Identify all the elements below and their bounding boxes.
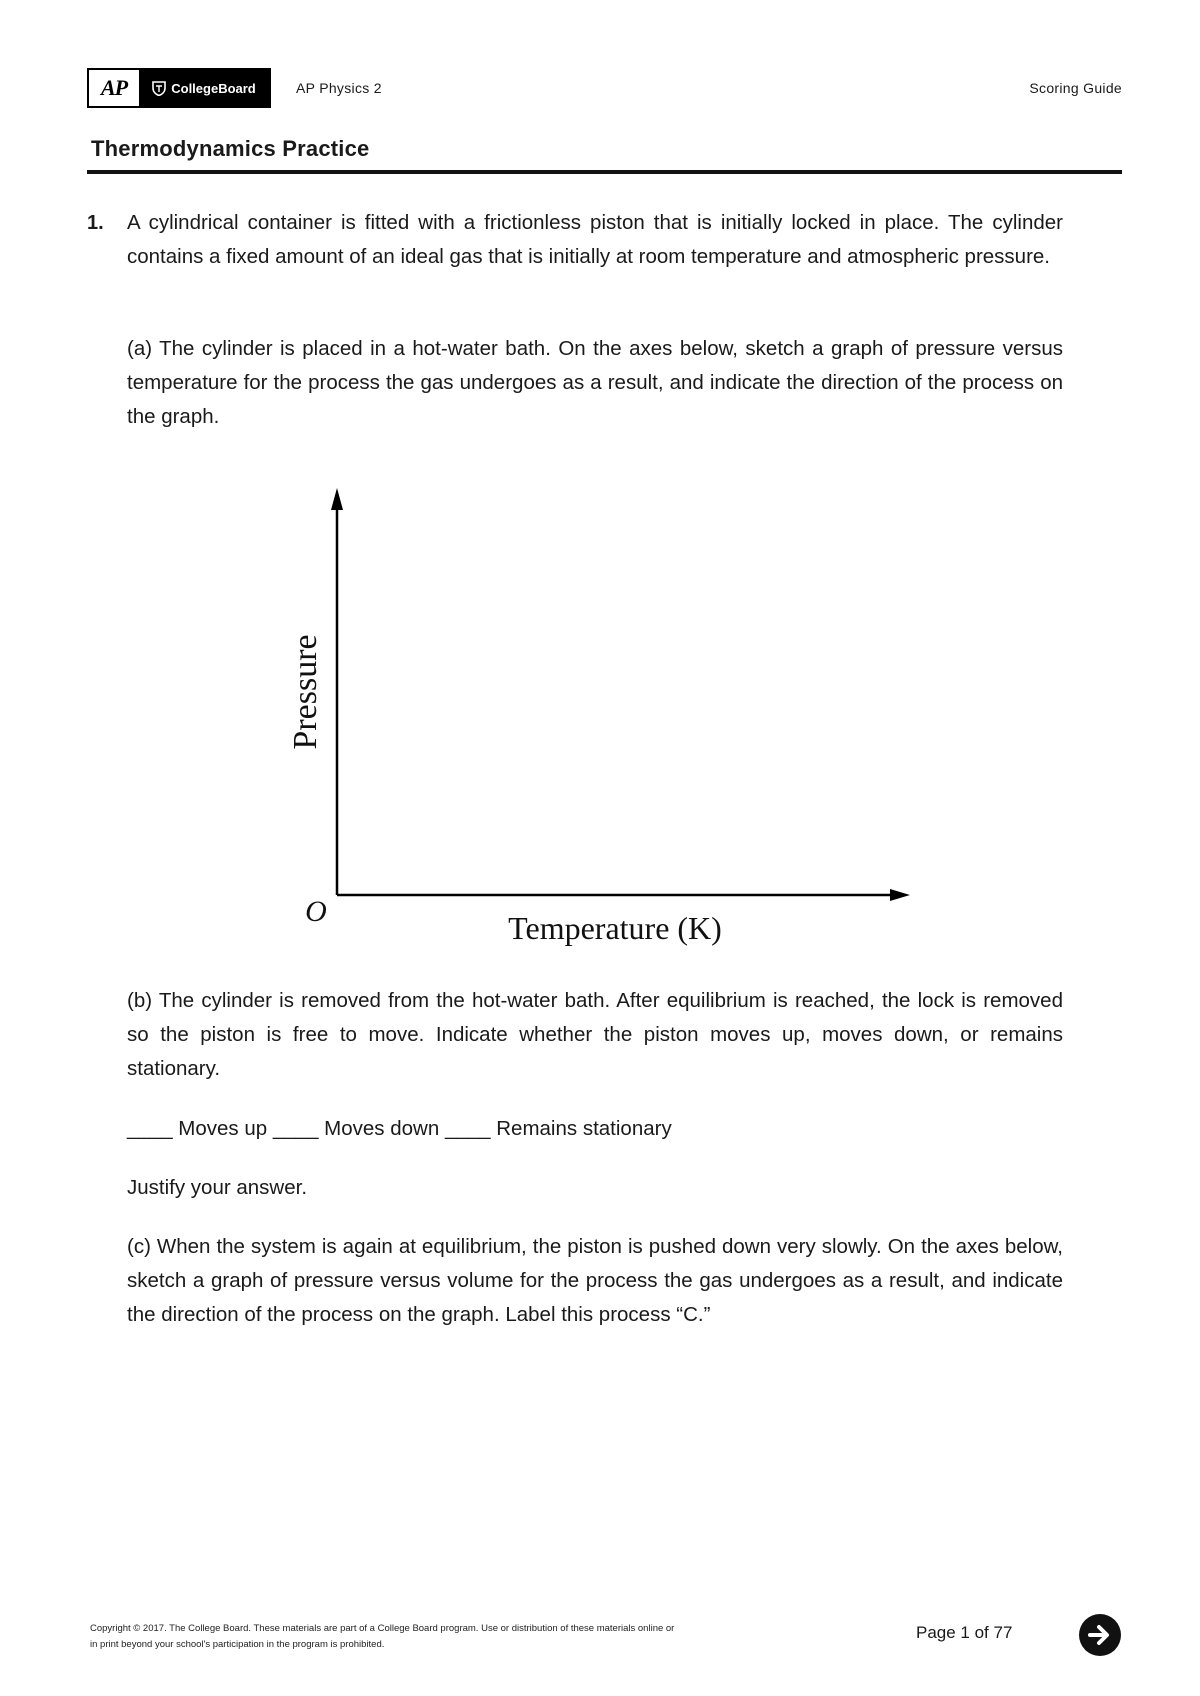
page-title: Thermodynamics Practice — [91, 136, 370, 161]
collegeboard-wordmark: CollegeBoard — [171, 80, 256, 96]
next-page-button[interactable] — [1079, 1614, 1121, 1656]
collegeboard-logo — [139, 70, 269, 106]
copyright-line-2: in print beyond your school's participation in the program is prohibited. — [90, 1639, 385, 1650]
arrow-right-icon — [1086, 1621, 1114, 1649]
copyright-notice — [90, 1621, 810, 1653]
document-type: Scoring Guide — [1029, 80, 1122, 96]
x-axis-label: Temperature (K) — [508, 910, 722, 946]
question-part-b: (b) The cylinder is removed from the hot-water bath. After equilibrium is reached, the lock is removed so the piston is free to move. Indicate whether the piston moves up, moves down, or remains stationary. — [127, 989, 1063, 1080]
origin-label: O — [305, 895, 327, 928]
x-axis-arrowhead — [890, 889, 910, 901]
question-intro: A cylindrical container is fitted with a frictionless piston that is initially locked in place. The cylinder contains a fixed amount of an ideal gas that is initially at room temperature and atmospheric pressure. — [127, 211, 1063, 268]
question-number: 1. — [87, 212, 104, 234]
page-number: Page 1 of 77 — [916, 1623, 1013, 1642]
question-part-a: (a) The cylinder is placed in a hot-water bath. On the axes below, sketch a graph of pressure versus temperature for the process the gas undergoes as a result, and indicate the direction of the process on the graph. — [127, 337, 1063, 428]
y-axis-label: Pressure — [287, 634, 324, 750]
ap-collegeboard-logo — [87, 68, 271, 108]
acorn-shield-icon — [152, 81, 166, 96]
justify-prompt: Justify your answer. — [127, 1176, 308, 1199]
copyright-line-1: Copyright © 2017. The College Board. These materials are part of a College Board program. Use or distribution of these materials online or — [90, 1623, 675, 1634]
answer-options: ____ Moves up ____ Moves down ____ Remains stationary — [127, 1117, 672, 1140]
ap-logo-mark: AP — [89, 70, 139, 106]
title-divider — [87, 170, 1122, 174]
y-axis-arrowhead — [331, 488, 343, 510]
pressure-temperature-graph — [270, 480, 920, 960]
question-part-c: (c) When the system is again at equilibrium, the piston is pushed down very slowly. On the axes below, sketch a graph of pressure versus volume for the process the gas undergoes as a result, and indicate the direction of the process on the graph. Label this process “C.” — [127, 1235, 1063, 1326]
course-name: AP Physics 2 — [296, 80, 382, 96]
